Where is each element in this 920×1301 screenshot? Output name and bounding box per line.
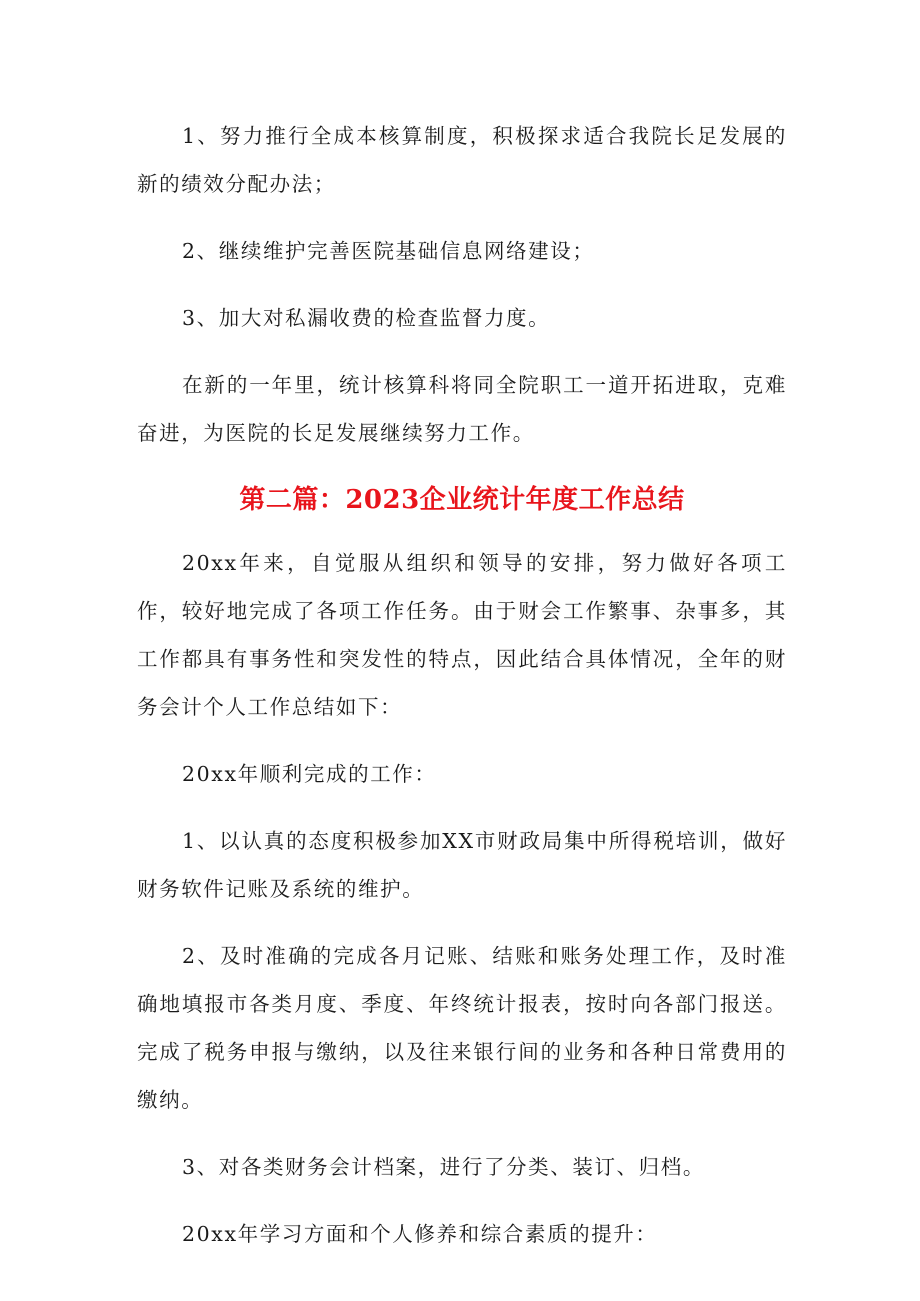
document-page bbox=[137, 112, 787, 1258]
paragraph-work-item-1: 1、以认真的态度积极参加XX市财政局集中所得税培训，做好财务软件记账及系统的维护。 bbox=[137, 829, 787, 901]
paragraph-work-item-2: 2、及时准确的完成各月记账、结账和账务处理工作，及时准确地填报市各类月度、季度、年终统计报表，按时向各部门报送。完成了税务申报与缴纳，以及往来银行间的业务和各种日常费用的缴纳。 bbox=[137, 944, 787, 1112]
paragraph-summary-intro: 20xx年来，自觉服从组织和领导的安排，努力做好各项工作，较好地完成了各项工作任务。由于财会工作繁事、杂事多，其工作都具有事务性和突发性的特点，因此结合具体情况，全年的财务会计个人工作总结如下： bbox=[137, 551, 787, 719]
paragraph-study-heading: 20xx年学习方面和个人修养和综合素质的提升： bbox=[182, 1222, 658, 1246]
paragraph-closing: 在新的一年里，统计核算科将同全院职工一道开拓进取，克难奋进，为医院的长足发展继续努力工作。 bbox=[137, 373, 787, 445]
paragraph-plan-item-3: 3、加大对私漏收费的检查监督力度。 bbox=[182, 306, 551, 330]
paragraph-completed-work-heading: 20xx年顺利完成的工作： bbox=[182, 762, 437, 786]
paragraph-work-item-3: 3、对各类财务会计档案，进行了分类、装订、归档。 bbox=[182, 1155, 705, 1179]
section-title: 第二篇：2023企业统计年度工作总结 bbox=[239, 485, 685, 515]
paragraph-plan-item-1: 1、努力推行全成本核算制度，积极探求适合我院长足发展的新的绩效分配办法； bbox=[137, 124, 787, 196]
paragraph-plan-item-2: 2、继续维护完善医院基础信息网络建设； bbox=[182, 239, 595, 263]
